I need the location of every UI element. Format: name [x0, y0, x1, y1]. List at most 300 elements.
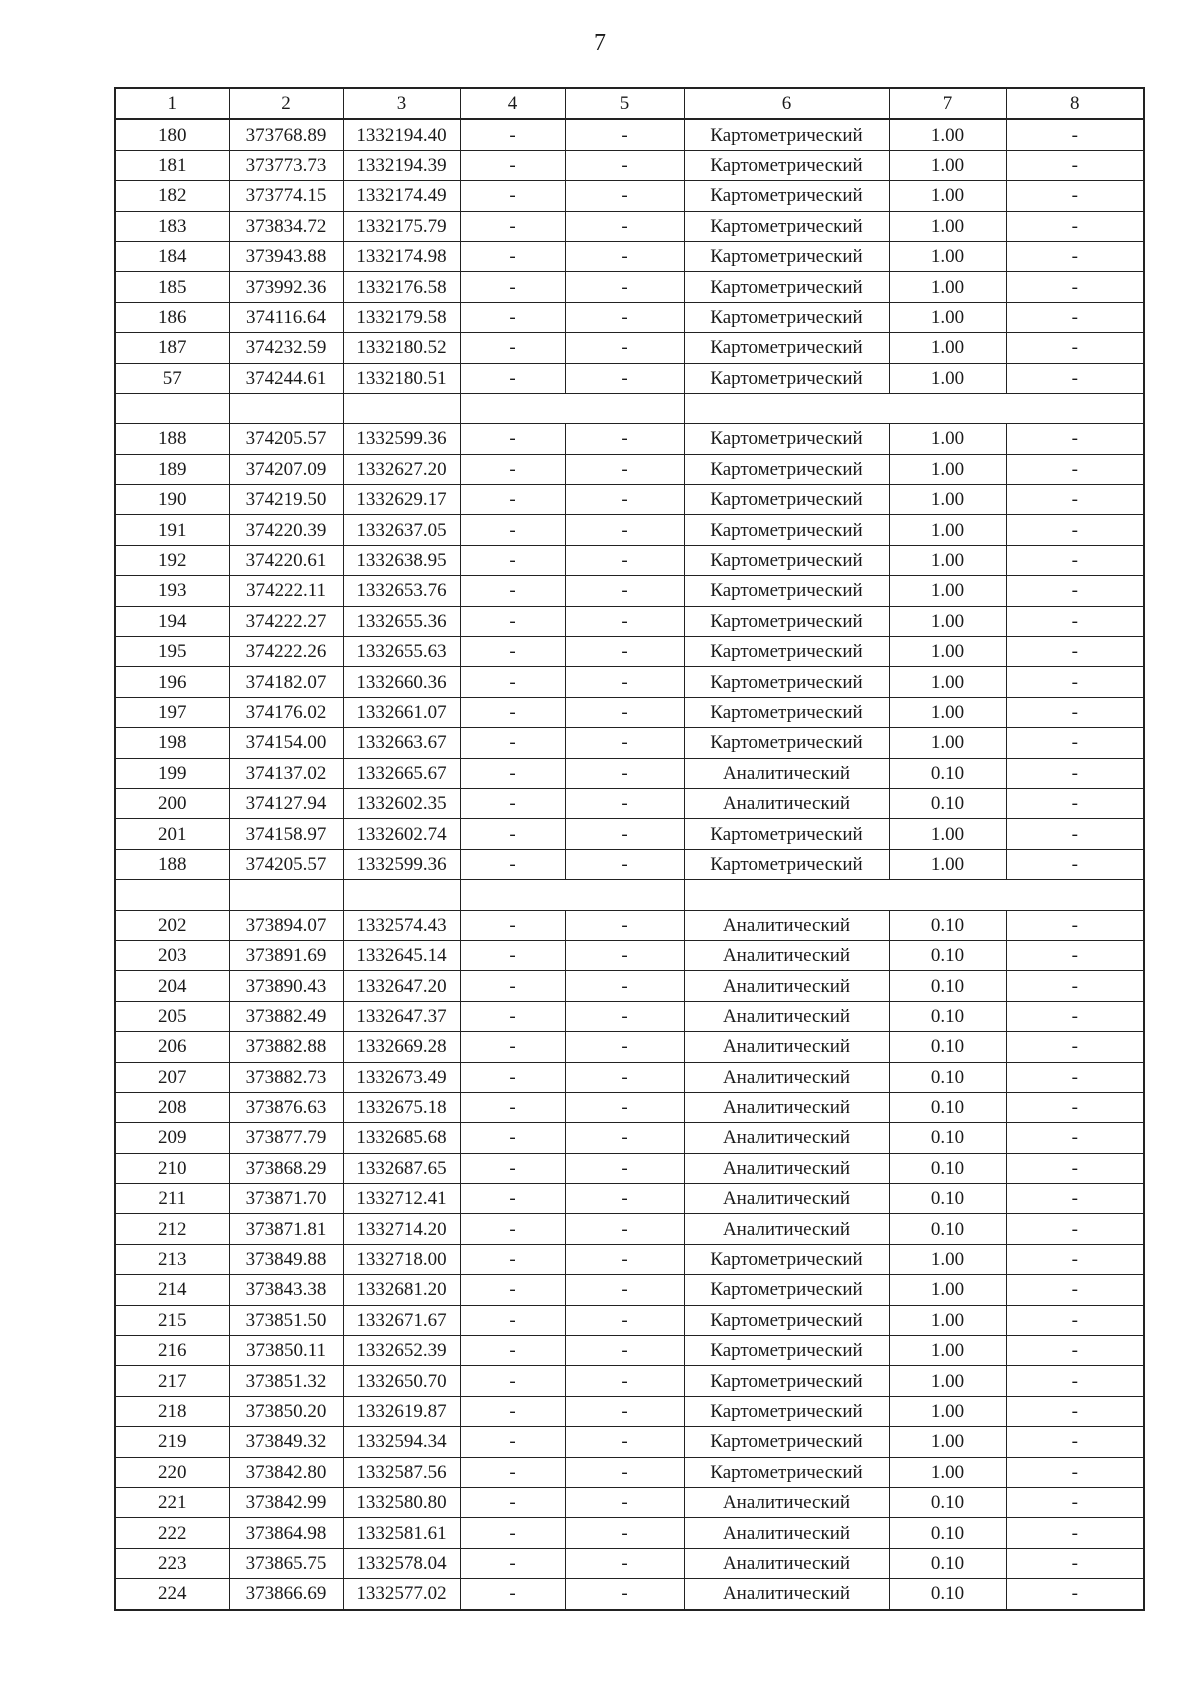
point-number-cell: 188 [115, 849, 229, 879]
point-number-cell: 197 [115, 697, 229, 727]
col-4-value-cell: - [460, 788, 565, 818]
method-cell: Картометрический [684, 333, 889, 363]
col-4-value-cell: - [460, 1062, 565, 1092]
method-cell: Картометрический [684, 667, 889, 697]
col-8-value-cell: - [1006, 1305, 1144, 1335]
point-number-cell: 184 [115, 241, 229, 271]
table-row [115, 1275, 1144, 1305]
accuracy-cell: 1.00 [889, 272, 1006, 302]
accuracy-cell: 0.10 [889, 788, 1006, 818]
col-5-value-cell: - [565, 363, 684, 393]
table-row [115, 1518, 1144, 1548]
accuracy-cell: 0.10 [889, 1487, 1006, 1517]
accuracy-cell: 1.00 [889, 697, 1006, 727]
x-coordinate-cell: 373842.99 [229, 1487, 343, 1517]
table-row [115, 1305, 1144, 1335]
method-cell: Аналитический [684, 1153, 889, 1183]
x-coordinate-cell: 373882.49 [229, 1001, 343, 1031]
col-8-value-cell: - [1006, 971, 1144, 1001]
y-coordinate-cell: 1332580.80 [343, 1487, 460, 1517]
table-row [115, 910, 1144, 940]
col-5-value-cell: - [565, 971, 684, 1001]
point-number-cell: 219 [115, 1427, 229, 1457]
x-coordinate-cell: 374137.02 [229, 758, 343, 788]
separator-cell [1006, 393, 1144, 423]
point-number-cell: 206 [115, 1032, 229, 1062]
point-number-cell: 207 [115, 1062, 229, 1092]
point-number-cell: 185 [115, 272, 229, 302]
point-number-cell: 208 [115, 1092, 229, 1122]
x-coordinate-cell: 373876.63 [229, 1092, 343, 1122]
x-coordinate-cell: 373865.75 [229, 1548, 343, 1578]
col-5-value-cell: - [565, 1457, 684, 1487]
col-8-value-cell: - [1006, 849, 1144, 879]
col-5-value-cell: - [565, 1244, 684, 1274]
accuracy-cell: 1.00 [889, 1305, 1006, 1335]
y-coordinate-cell: 1332660.36 [343, 667, 460, 697]
col-4-value-cell: - [460, 1244, 565, 1274]
col-5-value-cell: - [565, 272, 684, 302]
col-4-value-cell: - [460, 1427, 565, 1457]
y-coordinate-cell: 1332655.36 [343, 606, 460, 636]
table-row [115, 606, 1144, 636]
y-coordinate-cell: 1332687.65 [343, 1153, 460, 1183]
col-4-value-cell: - [460, 363, 565, 393]
y-coordinate-cell: 1332669.28 [343, 1032, 460, 1062]
accuracy-cell: 0.10 [889, 940, 1006, 970]
method-cell: Картометрический [684, 119, 889, 150]
point-number-cell: 196 [115, 667, 229, 697]
col-4-value-cell: - [460, 1214, 565, 1244]
x-coordinate-cell: 373774.15 [229, 181, 343, 211]
accuracy-cell: 1.00 [889, 363, 1006, 393]
x-coordinate-cell: 373768.89 [229, 119, 343, 150]
accuracy-cell: 1.00 [889, 485, 1006, 515]
y-coordinate-cell: 1332180.52 [343, 333, 460, 363]
separator-cell [684, 880, 889, 910]
y-coordinate-cell: 1332194.40 [343, 119, 460, 150]
accuracy-cell: 0.10 [889, 1123, 1006, 1153]
col-4-value-cell: - [460, 1579, 565, 1610]
coordinates-table [114, 87, 1145, 1611]
col-4-value-cell: - [460, 971, 565, 1001]
col-8-value-cell: - [1006, 150, 1144, 180]
col-5-value-cell: - [565, 454, 684, 484]
column-header-5: 5 [565, 88, 684, 119]
x-coordinate-cell: 374220.39 [229, 515, 343, 545]
separator-cell [229, 393, 343, 423]
accuracy-cell: 1.00 [889, 241, 1006, 271]
col-5-value-cell: - [565, 849, 684, 879]
table-row [115, 849, 1144, 879]
col-8-value-cell: - [1006, 485, 1144, 515]
table-row [115, 302, 1144, 332]
x-coordinate-cell: 374182.07 [229, 667, 343, 697]
col-5-value-cell: - [565, 181, 684, 211]
x-coordinate-cell: 373851.32 [229, 1366, 343, 1396]
col-4-value-cell: - [460, 1305, 565, 1335]
point-number-cell: 203 [115, 940, 229, 970]
table-row [115, 1153, 1144, 1183]
accuracy-cell: 1.00 [889, 637, 1006, 667]
point-number-cell: 191 [115, 515, 229, 545]
point-number-cell: 200 [115, 788, 229, 818]
accuracy-cell: 1.00 [889, 119, 1006, 150]
table-row [115, 1184, 1144, 1214]
y-coordinate-cell: 1332594.34 [343, 1427, 460, 1457]
col-5-value-cell: - [565, 302, 684, 332]
separator-cell [684, 393, 889, 423]
table-row [115, 1062, 1144, 1092]
col-5-value-cell: - [565, 1548, 684, 1578]
table-row [115, 485, 1144, 515]
col-8-value-cell: - [1006, 697, 1144, 727]
point-number-cell: 222 [115, 1518, 229, 1548]
table-body [115, 119, 1144, 1609]
method-cell: Аналитический [684, 1487, 889, 1517]
method-cell: Картометрический [684, 515, 889, 545]
method-cell: Картометрический [684, 606, 889, 636]
col-4-value-cell: - [460, 1548, 565, 1578]
y-coordinate-cell: 1332581.61 [343, 1518, 460, 1548]
y-coordinate-cell: 1332671.67 [343, 1305, 460, 1335]
col-8-value-cell: - [1006, 1001, 1144, 1031]
col-5-value-cell: - [565, 758, 684, 788]
col-5-value-cell: - [565, 150, 684, 180]
y-coordinate-cell: 1332653.76 [343, 576, 460, 606]
table-row [115, 1244, 1144, 1274]
table-row [115, 1579, 1144, 1610]
accuracy-cell: 0.10 [889, 1579, 1006, 1610]
table-row [115, 758, 1144, 788]
col-8-value-cell: - [1006, 1153, 1144, 1183]
x-coordinate-cell: 373943.88 [229, 241, 343, 271]
accuracy-cell: 1.00 [889, 545, 1006, 575]
col-4-value-cell: - [460, 119, 565, 150]
x-coordinate-cell: 373866.69 [229, 1579, 343, 1610]
separator-cell [565, 880, 684, 910]
col-8-value-cell: - [1006, 606, 1144, 636]
col-4-value-cell: - [460, 819, 565, 849]
column-header-7: 7 [889, 88, 1006, 119]
col-8-value-cell: - [1006, 1336, 1144, 1366]
point-number-cell: 183 [115, 211, 229, 241]
method-cell: Аналитический [684, 1518, 889, 1548]
method-cell: Картометрический [684, 728, 889, 758]
x-coordinate-cell: 374205.57 [229, 849, 343, 879]
x-coordinate-cell: 373882.88 [229, 1032, 343, 1062]
y-coordinate-cell: 1332652.39 [343, 1336, 460, 1366]
method-cell: Картометрический [684, 576, 889, 606]
table-row [115, 150, 1144, 180]
col-5-value-cell: - [565, 910, 684, 940]
accuracy-cell: 0.10 [889, 1092, 1006, 1122]
col-4-value-cell: - [460, 424, 565, 454]
accuracy-cell: 0.10 [889, 1184, 1006, 1214]
x-coordinate-cell: 374219.50 [229, 485, 343, 515]
accuracy-cell: 0.10 [889, 1032, 1006, 1062]
col-8-value-cell: - [1006, 515, 1144, 545]
y-coordinate-cell: 1332179.58 [343, 302, 460, 332]
x-coordinate-cell: 373992.36 [229, 272, 343, 302]
accuracy-cell: 1.00 [889, 211, 1006, 241]
col-8-value-cell: - [1006, 424, 1144, 454]
y-coordinate-cell: 1332599.36 [343, 849, 460, 879]
method-cell: Картометрический [684, 849, 889, 879]
accuracy-cell: 1.00 [889, 424, 1006, 454]
table-row [115, 545, 1144, 575]
point-number-cell: 182 [115, 181, 229, 211]
col-5-value-cell: - [565, 515, 684, 545]
table-row [115, 454, 1144, 484]
point-number-cell: 213 [115, 1244, 229, 1274]
col-8-value-cell: - [1006, 758, 1144, 788]
y-coordinate-cell: 1332647.20 [343, 971, 460, 1001]
col-5-value-cell: - [565, 119, 684, 150]
table-row [115, 1427, 1144, 1457]
x-coordinate-cell: 373871.81 [229, 1214, 343, 1244]
x-coordinate-cell: 373868.29 [229, 1153, 343, 1183]
accuracy-cell: 1.00 [889, 819, 1006, 849]
col-4-value-cell: - [460, 1457, 565, 1487]
col-5-value-cell: - [565, 424, 684, 454]
col-8-value-cell: - [1006, 1366, 1144, 1396]
col-8-value-cell: - [1006, 1062, 1144, 1092]
accuracy-cell: 0.10 [889, 758, 1006, 788]
col-5-value-cell: - [565, 667, 684, 697]
col-5-value-cell: - [565, 211, 684, 241]
col-4-value-cell: - [460, 576, 565, 606]
y-coordinate-cell: 1332718.00 [343, 1244, 460, 1274]
method-cell: Аналитический [684, 1579, 889, 1610]
point-number-cell: 189 [115, 454, 229, 484]
col-8-value-cell: - [1006, 119, 1144, 150]
x-coordinate-cell: 374176.02 [229, 697, 343, 727]
col-4-value-cell: - [460, 606, 565, 636]
point-number-cell: 224 [115, 1579, 229, 1610]
y-coordinate-cell: 1332180.51 [343, 363, 460, 393]
col-8-value-cell: - [1006, 363, 1144, 393]
col-4-value-cell: - [460, 485, 565, 515]
method-cell: Картометрический [684, 241, 889, 271]
x-coordinate-cell: 373842.80 [229, 1457, 343, 1487]
y-coordinate-cell: 1332661.07 [343, 697, 460, 727]
method-cell: Картометрический [684, 150, 889, 180]
accuracy-cell: 0.10 [889, 971, 1006, 1001]
method-cell: Аналитический [684, 1184, 889, 1214]
col-8-value-cell: - [1006, 181, 1144, 211]
method-cell: Картометрический [684, 363, 889, 393]
method-cell: Аналитический [684, 1548, 889, 1578]
col-5-value-cell: - [565, 1214, 684, 1244]
col-5-value-cell: - [565, 637, 684, 667]
col-4-value-cell: - [460, 545, 565, 575]
col-8-value-cell: - [1006, 1184, 1144, 1214]
x-coordinate-cell: 373850.20 [229, 1396, 343, 1426]
y-coordinate-cell: 1332681.20 [343, 1275, 460, 1305]
col-5-value-cell: - [565, 1062, 684, 1092]
col-4-value-cell: - [460, 241, 565, 271]
x-coordinate-cell: 373882.73 [229, 1062, 343, 1092]
table-row [115, 424, 1144, 454]
separator-cell [115, 393, 229, 423]
table-row [115, 1123, 1144, 1153]
x-coordinate-cell: 373894.07 [229, 910, 343, 940]
col-4-value-cell: - [460, 1184, 565, 1214]
col-8-value-cell: - [1006, 333, 1144, 363]
accuracy-cell: 1.00 [889, 1366, 1006, 1396]
col-5-value-cell: - [565, 606, 684, 636]
y-coordinate-cell: 1332675.18 [343, 1092, 460, 1122]
table-row [115, 1001, 1144, 1031]
accuracy-cell: 1.00 [889, 667, 1006, 697]
y-coordinate-cell: 1332619.87 [343, 1396, 460, 1426]
accuracy-cell: 1.00 [889, 1275, 1006, 1305]
col-4-value-cell: - [460, 454, 565, 484]
col-8-value-cell: - [1006, 1427, 1144, 1457]
y-coordinate-cell: 1332194.39 [343, 150, 460, 180]
table-row [115, 181, 1144, 211]
table-row [115, 363, 1144, 393]
table-row [115, 211, 1144, 241]
method-cell: Картометрический [684, 1396, 889, 1426]
x-coordinate-cell: 374158.97 [229, 819, 343, 849]
y-coordinate-cell: 1332665.67 [343, 758, 460, 788]
point-number-cell: 190 [115, 485, 229, 515]
method-cell: Аналитический [684, 1062, 889, 1092]
col-8-value-cell: - [1006, 1092, 1144, 1122]
point-number-cell: 210 [115, 1153, 229, 1183]
col-5-value-cell: - [565, 485, 684, 515]
col-8-value-cell: - [1006, 302, 1144, 332]
point-number-cell: 181 [115, 150, 229, 180]
y-coordinate-cell: 1332587.56 [343, 1457, 460, 1487]
method-cell: Аналитический [684, 940, 889, 970]
method-cell: Аналитический [684, 971, 889, 1001]
point-number-cell: 215 [115, 1305, 229, 1335]
accuracy-cell: 0.10 [889, 1001, 1006, 1031]
table-row [115, 576, 1144, 606]
table-row [115, 667, 1144, 697]
x-coordinate-cell: 374222.11 [229, 576, 343, 606]
col-8-value-cell: - [1006, 272, 1144, 302]
x-coordinate-cell: 373849.32 [229, 1427, 343, 1457]
y-coordinate-cell: 1332174.49 [343, 181, 460, 211]
col-4-value-cell: - [460, 910, 565, 940]
page-number: 7 [594, 30, 606, 56]
col-4-value-cell: - [460, 758, 565, 788]
x-coordinate-cell: 373851.50 [229, 1305, 343, 1335]
point-number-cell: 217 [115, 1366, 229, 1396]
col-5-value-cell: - [565, 819, 684, 849]
x-coordinate-cell: 374205.57 [229, 424, 343, 454]
col-8-value-cell: - [1006, 211, 1144, 241]
accuracy-cell: 0.10 [889, 1548, 1006, 1578]
table-row [115, 1457, 1144, 1487]
table-row [115, 119, 1144, 150]
col-4-value-cell: - [460, 1336, 565, 1366]
col-5-value-cell: - [565, 241, 684, 271]
table-row [115, 333, 1144, 363]
table-row [115, 1092, 1144, 1122]
col-5-value-cell: - [565, 1396, 684, 1426]
accuracy-cell: 0.10 [889, 1062, 1006, 1092]
accuracy-cell: 0.10 [889, 910, 1006, 940]
col-8-value-cell: - [1006, 728, 1144, 758]
col-5-value-cell: - [565, 1032, 684, 1062]
col-5-value-cell: - [565, 1092, 684, 1122]
x-coordinate-cell: 374116.64 [229, 302, 343, 332]
point-number-cell: 193 [115, 576, 229, 606]
table-row [115, 1487, 1144, 1517]
separator-row [115, 393, 1144, 423]
col-5-value-cell: - [565, 1336, 684, 1366]
point-number-cell: 223 [115, 1548, 229, 1578]
point-number-cell: 221 [115, 1487, 229, 1517]
col-8-value-cell: - [1006, 788, 1144, 818]
separator-cell [460, 880, 565, 910]
method-cell: Картометрический [684, 211, 889, 241]
accuracy-cell: 1.00 [889, 333, 1006, 363]
x-coordinate-cell: 373864.98 [229, 1518, 343, 1548]
table-row [115, 1396, 1144, 1426]
method-cell: Картометрический [684, 424, 889, 454]
point-number-cell: 216 [115, 1336, 229, 1366]
separator-row [115, 880, 1144, 910]
col-8-value-cell: - [1006, 1518, 1144, 1548]
col-8-value-cell: - [1006, 910, 1144, 940]
col-5-value-cell: - [565, 1001, 684, 1031]
y-coordinate-cell: 1332655.63 [343, 637, 460, 667]
x-coordinate-cell: 373891.69 [229, 940, 343, 970]
method-cell: Аналитический [684, 1092, 889, 1122]
col-8-value-cell: - [1006, 1244, 1144, 1274]
col-5-value-cell: - [565, 1275, 684, 1305]
col-4-value-cell: - [460, 1275, 565, 1305]
x-coordinate-cell: 374207.09 [229, 454, 343, 484]
col-8-value-cell: - [1006, 637, 1144, 667]
method-cell: Аналитический [684, 788, 889, 818]
col-8-value-cell: - [1006, 1275, 1144, 1305]
method-cell: Картометрический [684, 1427, 889, 1457]
separator-cell [1006, 880, 1144, 910]
table-row [115, 1032, 1144, 1062]
method-cell: Картометрический [684, 181, 889, 211]
x-coordinate-cell: 374154.00 [229, 728, 343, 758]
column-header-6: 6 [684, 88, 889, 119]
column-header-4: 4 [460, 88, 565, 119]
y-coordinate-cell: 1332602.35 [343, 788, 460, 818]
col-8-value-cell: - [1006, 1123, 1144, 1153]
col-4-value-cell: - [460, 181, 565, 211]
col-5-value-cell: - [565, 576, 684, 606]
accuracy-cell: 1.00 [889, 302, 1006, 332]
method-cell: Картометрический [684, 302, 889, 332]
col-8-value-cell: - [1006, 667, 1144, 697]
table-row [115, 241, 1144, 271]
table-row [115, 788, 1144, 818]
method-cell: Аналитический [684, 1001, 889, 1031]
y-coordinate-cell: 1332577.02 [343, 1579, 460, 1610]
x-coordinate-cell: 373850.11 [229, 1336, 343, 1366]
col-8-value-cell: - [1006, 819, 1144, 849]
y-coordinate-cell: 1332174.98 [343, 241, 460, 271]
col-8-value-cell: - [1006, 1396, 1144, 1426]
method-cell: Картометрический [684, 545, 889, 575]
y-coordinate-cell: 1332627.20 [343, 454, 460, 484]
method-cell: Картометрический [684, 1457, 889, 1487]
accuracy-cell: 1.00 [889, 849, 1006, 879]
